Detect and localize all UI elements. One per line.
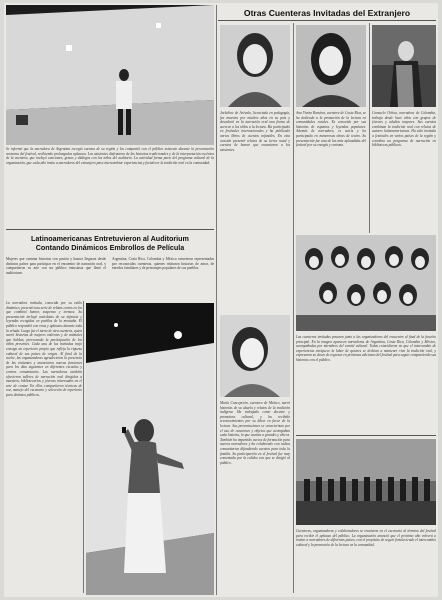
bio-col-2: Ana Vivian Ramírez, cuentera de Costa Rica, se ha dedicado a la promoción de la lectura en comunidades rurales. Es conocida por sus historias de espantos y leyendas populares. Además de narradora, es actriz y ha participado en numerosas obras de teatro. Su presentación fue una de las más aplaudidas del festival por su energía y carisma. [296, 111, 366, 148]
bio-col-1-cont: María Concepción, cuentera de México, narró historias de su abuela y relatos de la tradición indígena. Ha trabajado como docente y promotora cultural, y ha recibido reconocimientos por su labor en favor de la lectura. Sus presentaciones se caracterizan por el uso de canciones y objetos que acompañan cada historia, lo que cautiva a grandes y chicos. También ha impartido cursos de formación para nuevos narradores y ha colaborado con radios comunitarias difundiendo cuentos para toda la familia. Su participación en el festival fue muy comentada por la calidez con que se dirigió al público. [220, 401, 290, 465]
photo-portrait-1 [220, 25, 290, 107]
bio-col-3: Consuelo Ochoa, narradora de Colombia, trabaja desde hace años con grupos de jóvenes y adultos mayores. Sus cuentos combinan la tradición oral con relatos de autores latinoamericanos. Ha sido invitada a festivales en varios países de la región y coordina un programa de narración en bibliotecas públicas. [372, 111, 436, 148]
photo-group-women [296, 235, 436, 331]
caption-storyteller-stage: Se informó que la narradora de Argentina escogió cuentos de su región y los compartió con el público asistente durante la presentación nocturna del festival, recibiendo prolongados aplausos. Los asistentes disfrutaron de las historias tradicionales y de la interpretación escénica de la cuentera, que incluyó canciones, gestos y diálogos con los niños del auditorio. La actividad forma parte del programa cultural de la organización, que cada año invita a narradores del extranjero para intercambiar experiencias y fortalecer la tradición oral en la comunidad. [6, 147, 214, 165]
photo-stage-group [296, 439, 436, 525]
newspaper-page [4, 3, 438, 597]
photo-woman-microphone [86, 303, 214, 595]
caption-group-women: Las cuenteras invitadas posaron junto a las organizadoras del encuentro al final de la función principal. En la imagen aparecen narradoras de Argentina, Costa Rica, Colombia y México, acompañadas por miembros del comité cultural. Todas coincidieron en que el intercambio de experiencias enriquece la labor de quienes se dedican a mantener viva la tradición oral, y expresaron su deseo de regresar en próximas ediciones del festival para seguir compartiendo sus historias con el público. [296, 335, 436, 362]
caption-stage-group: Cuenteras, organizadoras y colaboradores se reunieron en el escenario al término del festival para recibir el aplauso del público. La organización anunció que el próximo año volverá a invitar a narradores de diferentes países, con el propósito de seguir fortaleciendo el intercambio cultural y la promoción de la lectura en la comunidad. [296, 529, 436, 547]
headline-left-line1: Latinoamericanas Entretuvieron al Auditorium [31, 234, 189, 243]
photo-portrait-4 [220, 315, 290, 397]
photo-portrait-2 [296, 25, 366, 107]
headline-left-line2: Contando Dinámicos Embrollos de Película [35, 243, 185, 252]
article-left-col1-cont: La narradora invitada, conocida por su estilo dinámico, presentó una serie de relatos cortos en los que combinó humor, suspenso y ternura. Su presentación incluyó anécdotas de su infancia y leyendas recogidas en pueblos de la montaña. El público respondió con risas y aplausos durante toda la velada. Luego fue el turno de otra cuentera, quien narró historias de mujeres valientes y de animales que hablan, provocando la participación de los niños presentes. Cada una de las invitadas trajo consigo un repertorio propio que refleja la riqueza cultural de sus países de origen. Al final de la noche, las organizadoras agradecieron la presencia de las visitantes y anunciaron nuevas funciones para los días siguientes en diferentes escuelas y centros comunitarios. Las narradoras también ofrecieron talleres de narración oral dirigidos a maestros, bibliotecarios y jóvenes interesados en el arte de contar. En ellos compartieron técnicas de voz, manejo del escenario y selección de repertorio para distintos públicos. [6, 301, 82, 397]
photo-portrait-3 [372, 25, 436, 107]
bio-col-1: Jackeline de Arévalo, licenciada en pedagogía, fue maestra por muchos años en su país y descubrió en la narración oral una forma de acercar a los niños a la lectura. Ha participado en festivales internacionales y ha publicado varios libros de cuentos infantiles. En esta ocasión presentó relatos de su tierra natal y cuentos de humor que encantaron a los asistentes. [220, 111, 290, 152]
photo-storyteller-stage [6, 5, 214, 145]
article-left-col1: Mujeres que cuentan historias con pasión y humor llegaron desde distintos países para participar en el encuentro de narración oral, y compartieron su arte con un público entusiasta que llenó el auditorium. [6, 257, 106, 275]
article-left-col2: Argentina, Costa Rica, Colombia y México estuvieron representadas por reconocidas cuenteras, quienes relataron historias de amor, de enredos familiares y de personajes populares de sus pueblos. [112, 257, 214, 271]
headline-right: Otras Cuenteras Invitadas del Extranjero [243, 8, 411, 18]
